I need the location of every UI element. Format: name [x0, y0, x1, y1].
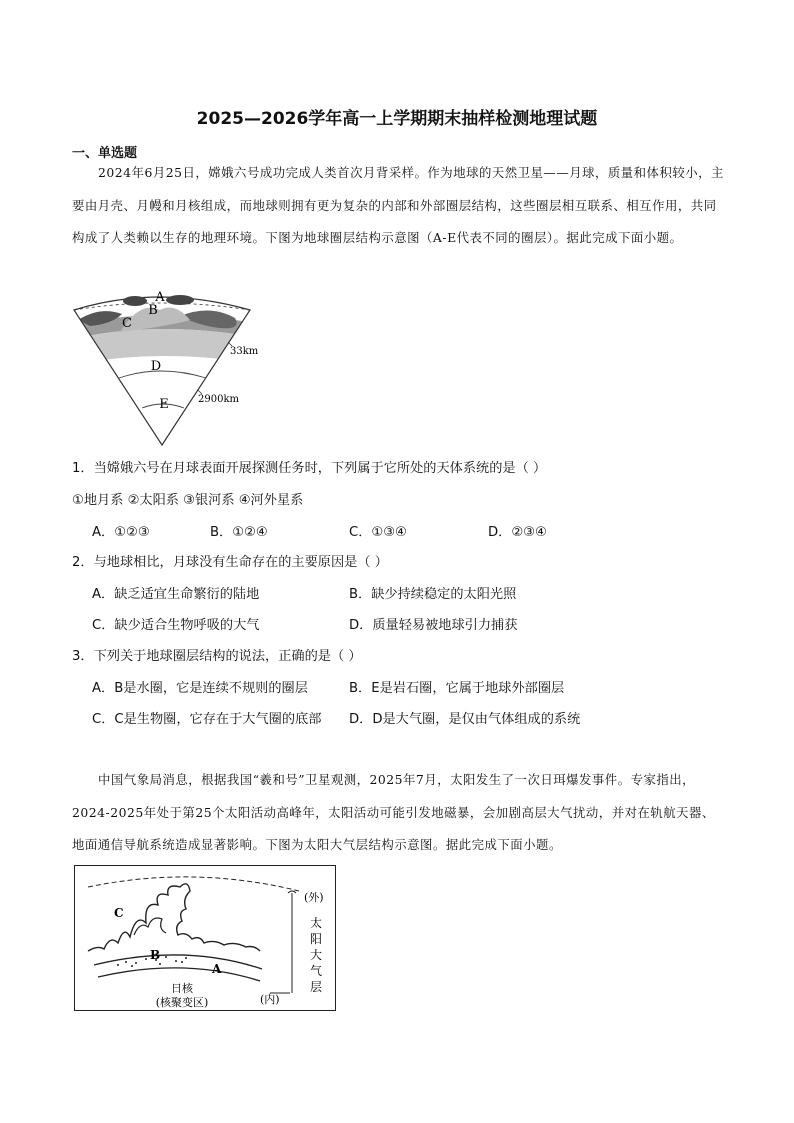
q3-option-d[interactable]: D．D是大气圈，是仅由气体组成的系统	[349, 712, 581, 727]
passage-1: 2024年6月25日，嫦娥六号成功完成人类首次月背采样。作为地球的天然卫星——月球，质量和体积较小，主要由月壳、月幔和月核组成，而地球则拥有更为复杂的内部和外部圈层结构，这些圈层相互联系、相互作用，共同构成了人类赖以生存的地理环境。下图为地球圈层结构示意图（A-E代表不同的圈层）。据此完成下面小题。	[72, 165, 724, 245]
core-label: 日核	[171, 982, 193, 995]
q1-option-d[interactable]: D．②③④	[488, 525, 547, 540]
exam-title: 2025—2026学年高一上学期期末抽样检测地理试题	[196, 109, 598, 129]
q1-option-a[interactable]: A．①②③	[92, 525, 150, 540]
question-3-stem: 3．下列关于地球圈层结构的说法，正确的是（ ）	[72, 649, 362, 664]
sun-atmosphere-diagram	[74, 865, 336, 1011]
question-2-stem: 2．与地球相比，月球没有生命存在的主要原因是（ ）	[72, 555, 388, 570]
label-a: A	[212, 962, 222, 976]
q3-option-c[interactable]: C．C是生物圈，它存在于大气圈的底部	[92, 712, 322, 727]
q3-option-b[interactable]: B．E是岩石圈，它属于地球外部圈层	[349, 681, 565, 696]
q2-option-c[interactable]: C．缺少适合生物呼吸的大气	[92, 618, 260, 633]
section-heading: 一、单选题	[72, 146, 138, 161]
label-d: D	[150, 359, 162, 374]
side-char-1: 太	[309, 916, 323, 930]
core-sub-label: (核聚变区)	[155, 996, 209, 1009]
side-char-4: 气	[309, 964, 323, 978]
passage-2: 中国气象局消息，根据我国“羲和号”卫星观测，2025年7月，太阳发生了一次日珥爆发事件。专家指出，2024-2025年处于第25个太阳活动高峰年，太阳活动可能引发地磁暴，会加剧高层大气扰动，并对在轨航天器、地面通信导航系统造成显著影响。下图为太阳大气层结构示意图。据此完成下面小题。	[72, 772, 715, 852]
q2-option-d[interactable]: D．质量轻易被地球引力捕获	[349, 618, 518, 633]
earth-sphere-diagram	[60, 280, 310, 450]
label-a: A	[155, 290, 165, 305]
label-b: B	[148, 303, 158, 318]
label-inner: (内)	[260, 993, 280, 1006]
depth-2900km: 2900km	[198, 394, 239, 405]
depth-33km: 33km	[230, 346, 259, 357]
q2-option-b[interactable]: B．缺少持续稳定的太阳光照	[349, 587, 517, 602]
q2-option-a[interactable]: A．缺乏适宜生命繁衍的陆地	[92, 587, 260, 602]
side-char-3: 大	[309, 948, 323, 962]
label-c: C	[114, 906, 124, 920]
label-e: E	[159, 397, 169, 412]
q3-option-a[interactable]: A．B是水圈，它是连续不规则的圈层	[92, 681, 308, 696]
side-char-5: 层	[309, 980, 323, 994]
label-b: B	[150, 948, 161, 962]
side-char-2: 阳	[309, 932, 323, 946]
label-outer: (外)	[304, 891, 324, 904]
label-c: C	[122, 316, 132, 331]
q1-option-b[interactable]: B．①②④	[210, 525, 268, 540]
q1-option-c[interactable]: C．①③④	[349, 525, 407, 540]
question-1-stem: 1．当嫦娥六号在月球表面开展探测任务时，下列属于它所处的天体系统的是（ ）	[72, 461, 547, 476]
question-1-items: ①地月系 ②太阳系 ③银河系 ④河外星系	[72, 493, 304, 508]
